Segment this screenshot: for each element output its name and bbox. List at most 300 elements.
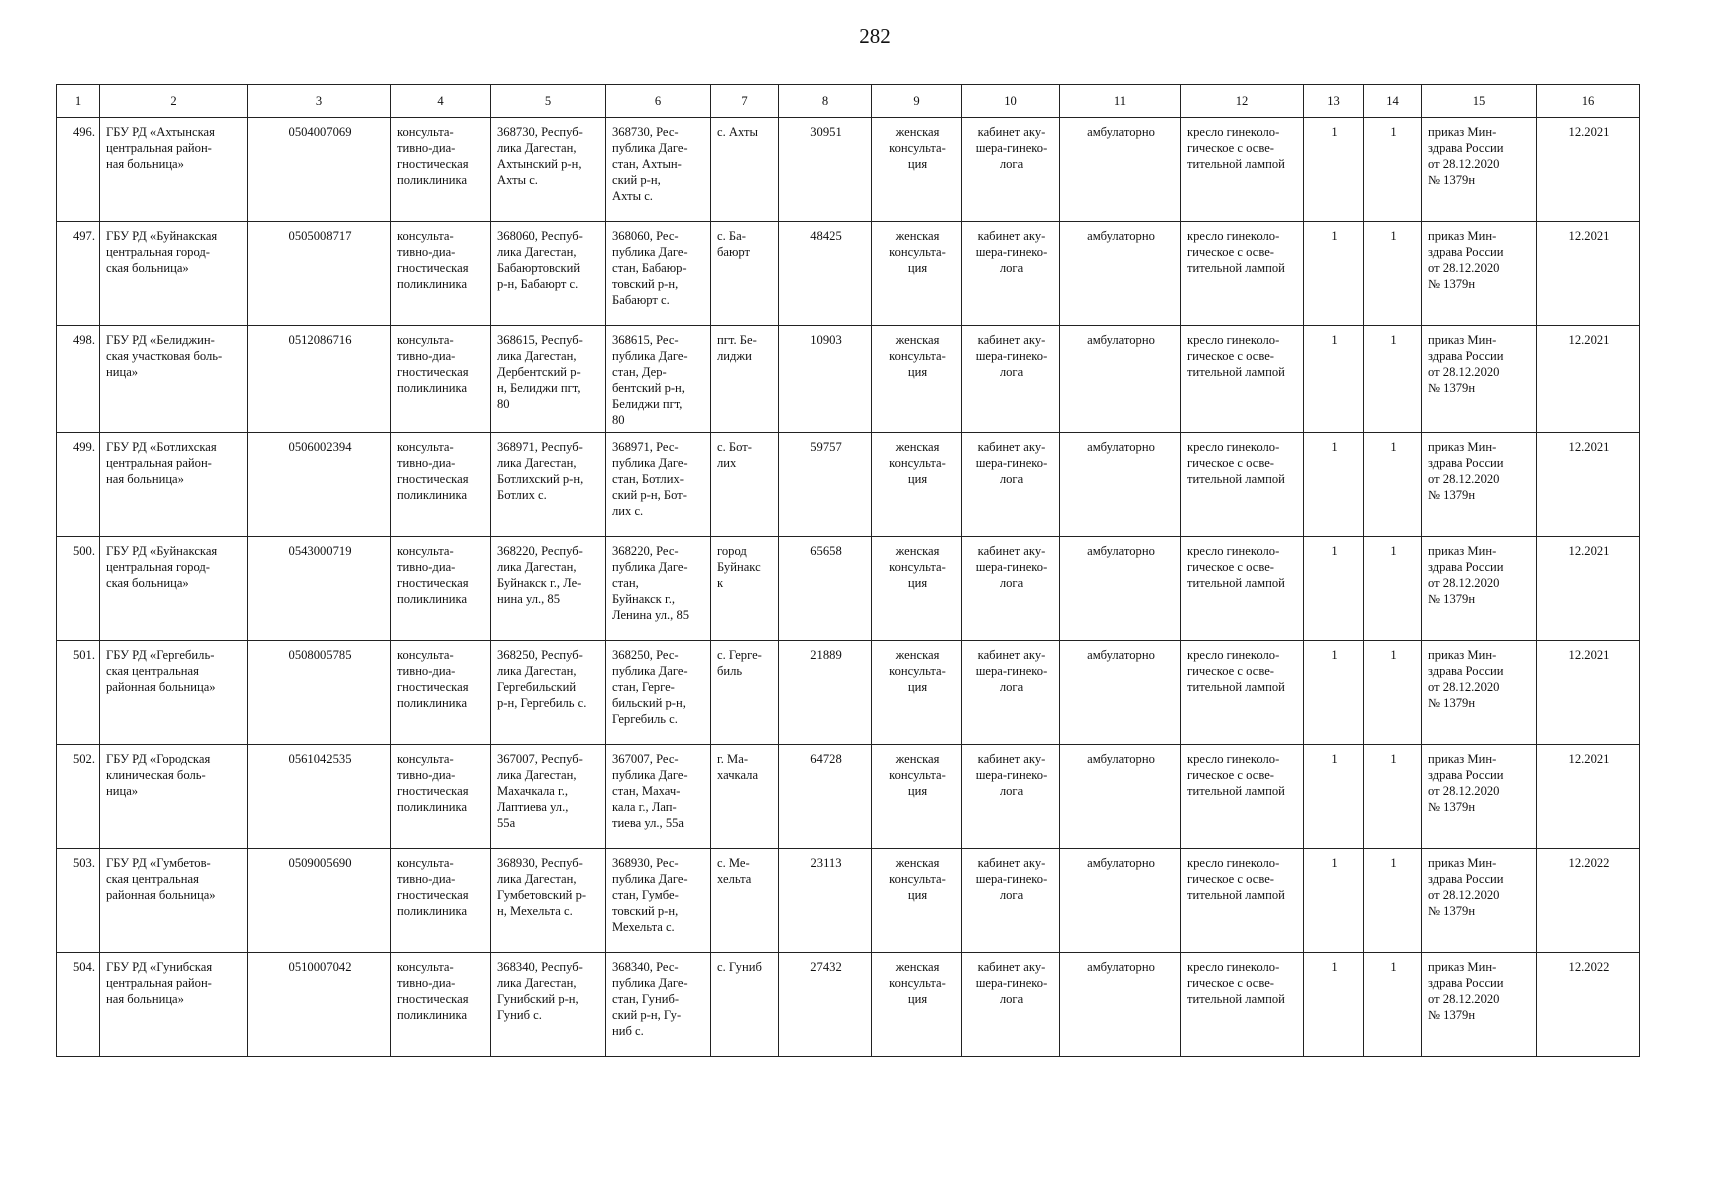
quantity-cell: [1304, 326, 1364, 433]
settlement-cell: [711, 118, 779, 222]
date-cell: [1537, 222, 1640, 326]
care-mode-cell: [1060, 326, 1181, 433]
inn-cell: [248, 118, 391, 222]
care-mode-cell: [1060, 433, 1181, 537]
unit-cell-text: женская консульта- ция: [889, 960, 946, 1006]
room-cell: [962, 118, 1060, 222]
quantity-cell: [1364, 118, 1422, 222]
date-cell: [1537, 433, 1640, 537]
table-row: [57, 849, 1640, 953]
quantity-cell-text: 1: [1331, 752, 1338, 766]
inn-cell: [248, 537, 391, 641]
actual-address-cell: [606, 641, 711, 745]
quantity-cell: [1304, 433, 1364, 537]
quantity-cell: [1304, 118, 1364, 222]
date-cell-text: 12.2022: [1568, 960, 1610, 974]
legal-address-cell: [491, 326, 606, 433]
legal-basis-cell: [1422, 118, 1537, 222]
actual-address-cell: [606, 118, 711, 222]
equipment-cell: [1181, 641, 1304, 745]
facility-type-cell-text: консульта- тивно-диа- гностическая поликлиника: [397, 960, 469, 1022]
unit-cell: [872, 953, 962, 1057]
equipment-cell: [1181, 537, 1304, 641]
column-header: 10: [962, 85, 1060, 118]
care-mode-cell-text: амбулаторно: [1087, 856, 1155, 870]
equipment-cell: [1181, 118, 1304, 222]
unit-cell: [872, 849, 962, 953]
settlement-cell-text: с. Бот- лих: [717, 440, 752, 470]
care-mode-cell-text: амбулаторно: [1087, 125, 1155, 139]
care-mode-cell-text: амбулаторно: [1087, 440, 1155, 454]
equipment-cell-text: кресло гинеколо- гическое с осве- тительной лампой: [1187, 125, 1285, 171]
facility-type-cell: [391, 953, 491, 1057]
equipment-cell-text: кресло гинеколо- гическое с осве- тительной лампой: [1187, 333, 1285, 379]
actual-address-cell: [606, 953, 711, 1057]
date-cell-text: 12.2021: [1568, 752, 1610, 766]
actual-address-cell-text: 368340, Рес- публика Даге- стан, Гуниб- ский р-н, Гу- ниб с.: [612, 960, 688, 1038]
date-cell: [1537, 745, 1640, 849]
column-header: 13: [1304, 85, 1364, 118]
legal-basis-cell-text: приказ Мин- здрава России от 28.12.2020 № 1379н: [1428, 125, 1504, 187]
actual-address-cell-text: 368250, Рес- публика Даге- стан, Герге- бильский р-н, Гергебиль с.: [612, 648, 688, 726]
settlement-cell: [711, 953, 779, 1057]
date-cell-text: 12.2021: [1568, 544, 1610, 558]
equipment-cell-text: кресло гинеколо- гическое с осве- тительной лампой: [1187, 752, 1285, 798]
quantity-cell-text: 1: [1331, 856, 1338, 870]
care-mode-cell-text: амбулаторно: [1087, 960, 1155, 974]
population-cell-text: 65658: [810, 544, 842, 558]
facility-type-cell-text: консульта- тивно-диа- гностическая поликлиника: [397, 856, 469, 918]
room-cell: [962, 953, 1060, 1057]
table-row: [57, 118, 1640, 222]
row-number-cell-text: 499.: [72, 440, 95, 454]
inn-cell-text: 0510007042: [288, 960, 352, 974]
row-number-cell: [57, 953, 100, 1057]
unit-cell: [872, 537, 962, 641]
care-mode-cell-text: амбулаторно: [1087, 648, 1155, 662]
unit-cell: [872, 222, 962, 326]
quantity-cell: [1304, 537, 1364, 641]
date-cell-text: 12.2021: [1568, 440, 1610, 454]
care-mode-cell-text: амбулаторно: [1087, 333, 1155, 347]
care-mode-cell: [1060, 537, 1181, 641]
row-number-cell: [57, 849, 100, 953]
date-cell: [1537, 326, 1640, 433]
quantity-cell: [1364, 433, 1422, 537]
room-cell-text: кабинет аку- шера-гинеко- лога: [975, 544, 1048, 590]
unit-cell-text: женская консульта- ция: [889, 229, 946, 275]
inn-cell: [248, 326, 391, 433]
population-cell: [779, 537, 872, 641]
facility-type-cell: [391, 849, 491, 953]
organization-cell-text: ГБУ РД «Гумбетов- ская центральная районная больница»: [106, 856, 216, 902]
inn-cell: [248, 433, 391, 537]
legal-address-cell: [491, 222, 606, 326]
settlement-cell-text: с. Ба- баюрт: [717, 229, 751, 259]
settlement-cell: [711, 641, 779, 745]
legal-basis-cell: [1422, 537, 1537, 641]
row-number-cell: [57, 326, 100, 433]
quantity-cell-text: 1: [1390, 856, 1397, 870]
quantity-cell: [1364, 537, 1422, 641]
organization-cell: [100, 537, 248, 641]
organization-cell: [100, 326, 248, 433]
inn-cell-text: 0543000719: [288, 544, 352, 558]
inn-cell-text: 0509005690: [288, 856, 352, 870]
legal-basis-cell: [1422, 326, 1537, 433]
table-row: [57, 433, 1640, 537]
column-header: 1: [57, 85, 100, 118]
unit-cell: [872, 326, 962, 433]
unit-cell-text: женская консульта- ция: [889, 856, 946, 902]
facility-type-cell: [391, 641, 491, 745]
legal-basis-cell-text: приказ Мин- здрава России от 28.12.2020 № 1379н: [1428, 648, 1504, 710]
column-header: 9: [872, 85, 962, 118]
legal-address-cell: [491, 433, 606, 537]
date-cell: [1537, 118, 1640, 222]
legal-basis-cell-text: приказ Мин- здрава России от 28.12.2020 № 1379н: [1428, 752, 1504, 814]
care-mode-cell: [1060, 641, 1181, 745]
quantity-cell-text: 1: [1331, 125, 1338, 139]
actual-address-cell-text: 368971, Рес- публика Даге- стан, Ботлих- ский р-н, Бот- лих с.: [612, 440, 688, 518]
facility-type-cell-text: консульта- тивно-диа- гностическая поликлиника: [397, 544, 469, 606]
quantity-cell-text: 1: [1390, 125, 1397, 139]
legal-address-cell-text: 367007, Респуб- лика Дагестан, Махачкала г., Лаптиева ул., 55а: [497, 752, 583, 830]
inn-cell-text: 0512086716: [288, 333, 352, 347]
unit-cell-text: женская консульта- ция: [889, 125, 946, 171]
settlement-cell: [711, 433, 779, 537]
quantity-cell: [1364, 953, 1422, 1057]
facility-type-cell-text: консульта- тивно-диа- гностическая поликлиника: [397, 229, 469, 291]
settlement-cell-text: с. Ме- хельта: [717, 856, 752, 886]
actual-address-cell: [606, 849, 711, 953]
row-number-cell: [57, 745, 100, 849]
date-cell: [1537, 537, 1640, 641]
inn-cell-text: 0504007069: [288, 125, 352, 139]
table-header: [57, 85, 1640, 118]
facilities-table: [56, 84, 1640, 1057]
column-header: 2: [100, 85, 248, 118]
organization-cell: [100, 849, 248, 953]
column-header: 3: [248, 85, 391, 118]
legal-basis-cell-text: приказ Мин- здрава России от 28.12.2020 № 1379н: [1428, 856, 1504, 918]
facility-type-cell: [391, 537, 491, 641]
inn-cell: [248, 953, 391, 1057]
quantity-cell: [1364, 849, 1422, 953]
population-cell-text: 48425: [810, 229, 842, 243]
quantity-cell: [1304, 953, 1364, 1057]
room-cell-text: кабинет аку- шера-гинеко- лога: [975, 333, 1048, 379]
legal-basis-cell: [1422, 222, 1537, 326]
table-row: [57, 537, 1640, 641]
organization-cell-text: ГБУ РД «Буйнакская центральная город- ская больница»: [106, 544, 218, 590]
quantity-cell: [1364, 222, 1422, 326]
actual-address-cell-text: 368930, Рес- публика Даге- стан, Гумбе- товский р-н, Мехельта с.: [612, 856, 688, 934]
equipment-cell: [1181, 326, 1304, 433]
quantity-cell: [1364, 641, 1422, 745]
actual-address-cell: [606, 537, 711, 641]
date-cell-text: 12.2021: [1568, 125, 1610, 139]
organization-cell-text: ГБУ РД «Гергебиль- ская центральная районная больница»: [106, 648, 216, 694]
facility-type-cell: [391, 326, 491, 433]
organization-cell: [100, 745, 248, 849]
equipment-cell-text: кресло гинеколо- гическое с осве- тительной лампой: [1187, 440, 1285, 486]
quantity-cell: [1364, 745, 1422, 849]
legal-basis-cell: [1422, 953, 1537, 1057]
quantity-cell: [1304, 222, 1364, 326]
population-cell-text: 59757: [810, 440, 842, 454]
actual-address-cell-text: 367007, Рес- публика Даге- стан, Махач- кала г., Лап- тиева ул., 55а: [612, 752, 688, 830]
legal-basis-cell-text: приказ Мин- здрава России от 28.12.2020 № 1379н: [1428, 960, 1504, 1022]
population-cell-text: 23113: [810, 856, 842, 870]
room-cell-text: кабинет аку- шера-гинеко- лога: [975, 856, 1048, 902]
column-header: 16: [1537, 85, 1640, 118]
row-number-cell-text: 501.: [72, 648, 95, 662]
settlement-cell: [711, 222, 779, 326]
actual-address-cell: [606, 326, 711, 433]
actual-address-cell-text: 368220, Рес- публика Даге- стан, Буйнакск г., Ленина ул., 85: [612, 544, 690, 622]
table-row: [57, 326, 1640, 433]
organization-cell-text: ГБУ РД «Ахтынская центральная район- ная больница»: [106, 125, 215, 171]
settlement-cell-text: с. Ахты: [717, 125, 758, 139]
facility-type-cell-text: консульта- тивно-диа- гностическая поликлиника: [397, 752, 469, 814]
table-row: [57, 641, 1640, 745]
legal-address-cell-text: 368615, Респуб- лика Дагестан, Дербентский р- н, Белиджи пгт, 80: [497, 333, 583, 411]
quantity-cell-text: 1: [1390, 544, 1397, 558]
room-cell: [962, 326, 1060, 433]
organization-cell: [100, 433, 248, 537]
column-header: 6: [606, 85, 711, 118]
column-header: 15: [1422, 85, 1537, 118]
column-header: 12: [1181, 85, 1304, 118]
legal-address-cell-text: 368220, Респуб- лика Дагестан, Буйнакск г., Ле- нина ул., 85: [497, 544, 583, 606]
table-row: [57, 953, 1640, 1057]
legal-basis-cell: [1422, 745, 1537, 849]
quantity-cell-text: 1: [1390, 648, 1397, 662]
column-header: 14: [1364, 85, 1422, 118]
row-number-cell-text: 503.: [72, 856, 95, 870]
equipment-cell: [1181, 433, 1304, 537]
inn-cell: [248, 222, 391, 326]
room-cell-text: кабинет аку- шера-гинеко- лога: [975, 125, 1048, 171]
actual-address-cell-text: 368730, Рес- публика Даге- стан, Ахтын- ский р-н, Ахты с.: [612, 125, 688, 203]
settlement-cell-text: с. Герге- биль: [717, 648, 762, 678]
organization-cell-text: ГБУ РД «Ботлихская центральная район- ная больница»: [106, 440, 217, 486]
care-mode-cell: [1060, 118, 1181, 222]
population-cell-text: 30951: [810, 125, 842, 139]
unit-cell-text: женская консульта- ция: [889, 752, 946, 798]
care-mode-cell: [1060, 222, 1181, 326]
care-mode-cell-text: амбулаторно: [1087, 229, 1155, 243]
population-cell: [779, 953, 872, 1057]
inn-cell: [248, 641, 391, 745]
quantity-cell-text: 1: [1331, 333, 1338, 347]
quantity-cell: [1304, 745, 1364, 849]
date-cell-text: 12.2021: [1568, 229, 1610, 243]
quantity-cell-text: 1: [1390, 440, 1397, 454]
date-cell: [1537, 641, 1640, 745]
care-mode-cell-text: амбулаторно: [1087, 752, 1155, 766]
quantity-cell-text: 1: [1331, 229, 1338, 243]
facility-type-cell-text: консульта- тивно-диа- гностическая поликлиника: [397, 648, 469, 710]
organization-cell-text: ГБУ РД «Белиджин- ская участковая боль- ница»: [106, 333, 223, 379]
population-cell: [779, 641, 872, 745]
room-cell-text: кабинет аку- шера-гинеко- лога: [975, 229, 1048, 275]
quantity-cell-text: 1: [1390, 229, 1397, 243]
equipment-cell: [1181, 745, 1304, 849]
row-number-cell-text: 502.: [72, 752, 95, 766]
room-cell: [962, 537, 1060, 641]
care-mode-cell: [1060, 849, 1181, 953]
table-body: [57, 118, 1640, 1057]
settlement-cell-text: пгт. Бе- лиджи: [717, 333, 757, 363]
actual-address-cell: [606, 745, 711, 849]
legal-basis-cell-text: приказ Мин- здрава России от 28.12.2020 № 1379н: [1428, 229, 1504, 291]
population-cell: [779, 222, 872, 326]
quantity-cell-text: 1: [1331, 544, 1338, 558]
population-cell-text: 64728: [810, 752, 842, 766]
row-number-cell-text: 500.: [72, 544, 95, 558]
quantity-cell-text: 1: [1331, 440, 1338, 454]
date-cell-text: 12.2021: [1568, 333, 1610, 347]
table-row: [57, 222, 1640, 326]
column-header: 8: [779, 85, 872, 118]
room-cell: [962, 745, 1060, 849]
unit-cell-text: женская консульта- ция: [889, 440, 946, 486]
equipment-cell-text: кресло гинеколо- гическое с осве- тительной лампой: [1187, 960, 1285, 1006]
page-number: 282: [859, 24, 891, 48]
equipment-cell: [1181, 222, 1304, 326]
legal-address-cell-text: 368060, Респуб- лика Дагестан, Бабаюртовский р-н, Бабаюрт с.: [497, 229, 583, 291]
population-cell-text: 10903: [810, 333, 842, 347]
care-mode-cell-text: амбулаторно: [1087, 544, 1155, 558]
unit-cell: [872, 745, 962, 849]
room-cell: [962, 222, 1060, 326]
room-cell-text: кабинет аку- шера-гинеко- лога: [975, 648, 1048, 694]
column-header: 5: [491, 85, 606, 118]
equipment-cell: [1181, 953, 1304, 1057]
row-number-cell: [57, 433, 100, 537]
inn-cell-text: 0506002394: [288, 440, 352, 454]
date-cell: [1537, 953, 1640, 1057]
quantity-cell-text: 1: [1390, 960, 1397, 974]
settlement-cell: [711, 326, 779, 433]
population-cell: [779, 433, 872, 537]
legal-address-cell: [491, 641, 606, 745]
actual-address-cell: [606, 433, 711, 537]
quantity-cell: [1304, 641, 1364, 745]
quantity-cell-text: 1: [1331, 960, 1338, 974]
facility-type-cell: [391, 745, 491, 849]
unit-cell: [872, 433, 962, 537]
equipment-cell-text: кресло гинеколо- гическое с осве- тительной лампой: [1187, 544, 1285, 590]
row-number-cell-text: 498.: [72, 333, 95, 347]
facility-type-cell-text: консульта- тивно-диа- гностическая поликлиника: [397, 125, 469, 187]
organization-cell-text: ГБУ РД «Гунибская центральная район- ная больница»: [106, 960, 213, 1006]
quantity-cell-text: 1: [1390, 752, 1397, 766]
inn-cell: [248, 745, 391, 849]
date-cell: [1537, 849, 1640, 953]
facility-type-cell: [391, 222, 491, 326]
row-number-cell-text: 504.: [72, 960, 95, 974]
legal-address-cell-text: 368340, Респуб- лика Дагестан, Гунибский р-н, Гуниб с.: [497, 960, 583, 1022]
equipment-cell-text: кресло гинеколо- гическое с осве- тительной лампой: [1187, 648, 1285, 694]
actual-address-cell: [606, 222, 711, 326]
population-cell-text: 21889: [810, 648, 842, 662]
inn-cell-text: 0508005785: [288, 648, 352, 662]
quantity-cell-text: 1: [1331, 648, 1338, 662]
column-header: 4: [391, 85, 491, 118]
population-cell-text: 27432: [810, 960, 842, 974]
care-mode-cell: [1060, 745, 1181, 849]
legal-basis-cell: [1422, 641, 1537, 745]
legal-address-cell: [491, 537, 606, 641]
legal-address-cell-text: 368730, Респуб- лика Дагестан, Ахтынский р-н, Ахты с.: [497, 125, 583, 187]
facility-type-cell: [391, 118, 491, 222]
settlement-cell: [711, 849, 779, 953]
room-cell: [962, 641, 1060, 745]
room-cell: [962, 849, 1060, 953]
legal-basis-cell-text: приказ Мин- здрава России от 28.12.2020 № 1379н: [1428, 333, 1504, 395]
room-cell-text: кабинет аку- шера-гинеко- лога: [975, 440, 1048, 486]
actual-address-cell-text: 368060, Рес- публика Даге- стан, Бабаюр- товский р-н, Бабаюрт с.: [612, 229, 688, 307]
organization-cell: [100, 118, 248, 222]
organization-cell: [100, 953, 248, 1057]
row-number-cell: [57, 641, 100, 745]
row-number-cell: [57, 222, 100, 326]
facility-type-cell-text: консульта- тивно-диа- гностическая поликлиника: [397, 440, 469, 502]
row-number-cell: [57, 537, 100, 641]
row-number-cell-text: 496.: [72, 125, 95, 139]
population-cell: [779, 745, 872, 849]
inn-cell-text: 0505008717: [288, 229, 352, 243]
date-cell-text: 12.2021: [1568, 648, 1610, 662]
unit-cell: [872, 641, 962, 745]
equipment-cell-text: кресло гинеколо- гическое с осве- тительной лампой: [1187, 856, 1285, 902]
facility-type-cell: [391, 433, 491, 537]
column-header: 11: [1060, 85, 1181, 118]
equipment-cell-text: кресло гинеколо- гическое с осве- тительной лампой: [1187, 229, 1285, 275]
inn-cell: [248, 849, 391, 953]
quantity-cell: [1364, 326, 1422, 433]
organization-cell: [100, 641, 248, 745]
organization-cell-text: ГБУ РД «Буйнакская центральная город- ская больница»: [106, 229, 218, 275]
quantity-cell-text: 1: [1390, 333, 1397, 347]
quantity-cell: [1304, 849, 1364, 953]
organization-cell: [100, 222, 248, 326]
room-cell-text: кабинет аку- шера-гинеко- лога: [975, 752, 1048, 798]
settlement-cell-text: г. Ма- хачкала: [717, 752, 759, 782]
unit-cell-text: женская консульта- ция: [889, 544, 946, 590]
actual-address-cell-text: 368615, Рес- публика Даге- стан, Дер- бентский р-н, Белиджи пгт, 80: [612, 333, 688, 427]
equipment-cell: [1181, 849, 1304, 953]
legal-basis-cell: [1422, 849, 1537, 953]
legal-address-cell: [491, 745, 606, 849]
table-row: [57, 745, 1640, 849]
population-cell: [779, 326, 872, 433]
row-number-cell-text: 497.: [72, 229, 95, 243]
legal-address-cell: [491, 118, 606, 222]
room-cell-text: кабинет аку- шера-гинеко- лога: [975, 960, 1048, 1006]
legal-address-cell-text: 368971, Респуб- лика Дагестан, Ботлихский р-н, Ботлих с.: [497, 440, 584, 502]
settlement-cell-text: город Буйнакс к: [717, 544, 761, 590]
population-cell: [779, 849, 872, 953]
legal-address-cell: [491, 953, 606, 1057]
facility-type-cell-text: консульта- тивно-диа- гностическая поликлиника: [397, 333, 469, 395]
legal-address-cell: [491, 849, 606, 953]
legal-basis-cell-text: приказ Мин- здрава России от 28.12.2020 № 1379н: [1428, 440, 1504, 502]
room-cell: [962, 433, 1060, 537]
